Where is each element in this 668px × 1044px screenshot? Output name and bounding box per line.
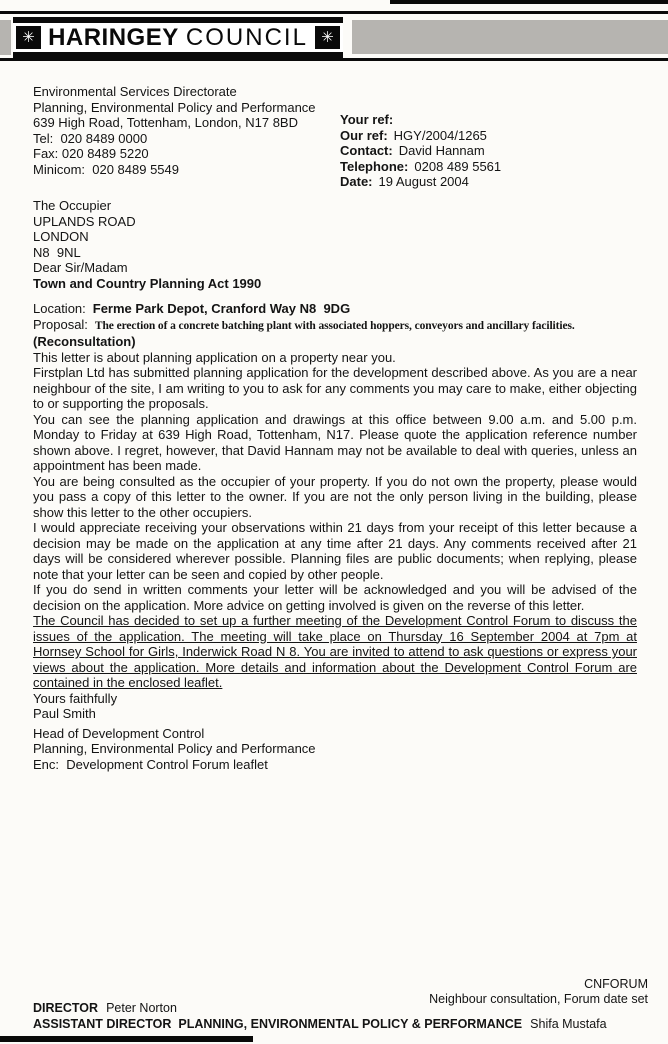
ref-label: Our ref: xyxy=(340,127,388,143)
body-paragraph-2: You can see the planning application and drawings at this office between 9.00 a.m. and 5.00 p.m. Monday to Friday at 639 High Road, Tottenham, N17. Please quote the application reference number shown above. I regret, however, that David Hannam may not be available to deal with queries, unless an appointment has been made. xyxy=(33,411,637,473)
logo-gray-chip xyxy=(0,20,11,55)
ref-label: Date: xyxy=(340,174,373,189)
header-rule-lower xyxy=(0,58,668,61)
signatory-name: Paul Smith xyxy=(33,706,96,721)
ref-label: Contact: xyxy=(340,143,393,158)
body-paragraph-3: You are being consulted as the occupier of your property. If you do not own the property, please would you pass a copy of this letter to the owner. If you are not the only person living in the building, please show this letter to the other occupiers. xyxy=(33,473,637,520)
ref-row-contact xyxy=(340,143,501,159)
director-name: Peter Norton xyxy=(106,1001,177,1015)
logo-gray-bar xyxy=(352,20,668,54)
location-proposal-block xyxy=(33,301,637,350)
proposal-value: The erection of a concrete batching plant with associated hoppers, conveyors and ancillary facilities. xyxy=(94,319,575,332)
header-rule-top-right xyxy=(390,0,668,4)
footer-officers xyxy=(33,1001,607,1032)
body-paragraph-5: If you do send in written comments your letter will be acknowledged and you will be advised of the decision on the application. More advice on getting involved is given on the reverse of this letter. xyxy=(33,582,637,613)
sender-line: 639 High Road, Tottenham, London, N17 8BD xyxy=(33,115,298,130)
recipient-line: N8 9NL xyxy=(33,244,81,260)
sender-line: Environmental Services Directorate xyxy=(33,84,237,99)
body-paragraph-4: I would appreciate receiving your observations within 21 days from your receipt of this letter because a decision may be made on the application at any time after 21 days. Any comments received after 21 days will be considered wherever possible. Planning files are public documents; when replying, please note that your letter can be seen and copied by other people. xyxy=(33,520,637,582)
director-label: DIRECTOR xyxy=(33,1001,99,1015)
footer-note: Neighbour consultation, Forum date set xyxy=(429,991,648,1006)
sender-line: Tel: 020 8489 0000 xyxy=(33,130,148,146)
assistant-director-label: ASSISTANT DIRECTOR PLANNING, ENVIRONMENTAL POLICY & PERFORMANCE xyxy=(33,1016,523,1031)
ref-label: Your ref: xyxy=(340,112,394,127)
sender-address xyxy=(33,84,316,177)
ref-label: Telephone: xyxy=(340,158,409,174)
letter-content xyxy=(33,82,637,772)
recipient-line: UPLANDS ROAD xyxy=(33,213,136,229)
location-label: Location: xyxy=(33,301,86,316)
director-line xyxy=(33,1001,607,1017)
recipient-address xyxy=(33,198,637,260)
sender-line: Minicom: 020 8489 5549 xyxy=(33,161,179,177)
flower-icon-left: ✳ xyxy=(16,26,41,49)
body-paragraph-1: Firstplan Ltd has submitted planning application for the development described above. As you are a near neighbour of the site, I am writing to you to ask for any comments you may care to make, either objecting to or supporting the proposals. xyxy=(33,365,637,411)
subject-line: Town and Country Planning Act 1990 xyxy=(33,275,262,291)
ref-value: David Hannam xyxy=(398,143,485,158)
ref-row-our-ref xyxy=(340,128,501,144)
signatory-department: Planning, Environmental Policy and Performance xyxy=(33,741,316,756)
enclosure-line: Enc: Development Control Forum leaflet xyxy=(33,756,268,772)
bottom-black-bar xyxy=(0,1036,253,1042)
sender-line: Planning, Environmental Policy and Performance xyxy=(33,99,316,115)
proposal-line xyxy=(33,317,637,335)
sender-line: Fax: 020 8489 5220 xyxy=(33,146,149,161)
assistant-director-line xyxy=(33,1017,607,1033)
address-reference-row xyxy=(33,82,637,188)
salutation: Dear Sir/Madam xyxy=(33,260,128,275)
reconsultation-note: (Reconsultation) xyxy=(33,334,136,349)
proposal-label: Proposal: xyxy=(33,316,88,332)
closing: Yours faithfully xyxy=(33,690,118,706)
logo-text-council: COUNCIL xyxy=(185,23,308,51)
footer-code: CNFORUM xyxy=(584,977,648,991)
assistant-director-name: Shifa Mustafa xyxy=(530,1016,607,1031)
signatory-title: Head of Development Control xyxy=(33,725,205,741)
council-logo-band xyxy=(0,17,668,58)
header-rule-upper xyxy=(0,11,668,14)
underlined-forum-paragraph: The Council has decided to set up a further meeting of the Development Control Forum to discuss the issues of the application. The meeting will take place on Thursday 16 September 2004 at 7pm at Hornsey School for Girls, Inderwick Road N 8. You are invited to attend to ask questions or express your views about the application. More details and information about the Development Control Forum are contained in the enclosed leaflet. xyxy=(33,613,637,690)
ref-value: HGY/2004/1265 xyxy=(393,127,487,143)
recipient-line: LONDON xyxy=(33,229,89,244)
location-value: Ferme Park Depot, Cranford Way N8 9DG xyxy=(92,301,351,316)
ref-value: 19 August 2004 xyxy=(378,174,469,189)
location-line xyxy=(33,301,637,317)
council-logo xyxy=(13,17,343,58)
ref-row-your-ref xyxy=(340,112,501,128)
reference-block xyxy=(340,112,501,190)
recipient-line: The Occupier xyxy=(33,198,112,213)
logo-text-haringey: HARINGEY xyxy=(48,23,179,51)
signature-block xyxy=(33,726,637,773)
intro-paragraph: This letter is about planning application on a property near you. xyxy=(33,349,396,365)
ref-value: 0208 489 5561 xyxy=(414,158,502,174)
council-logo-text xyxy=(48,23,308,51)
ref-row-date xyxy=(340,174,501,190)
flower-icon-right: ✳ xyxy=(315,26,340,49)
ref-row-telephone xyxy=(340,159,501,175)
